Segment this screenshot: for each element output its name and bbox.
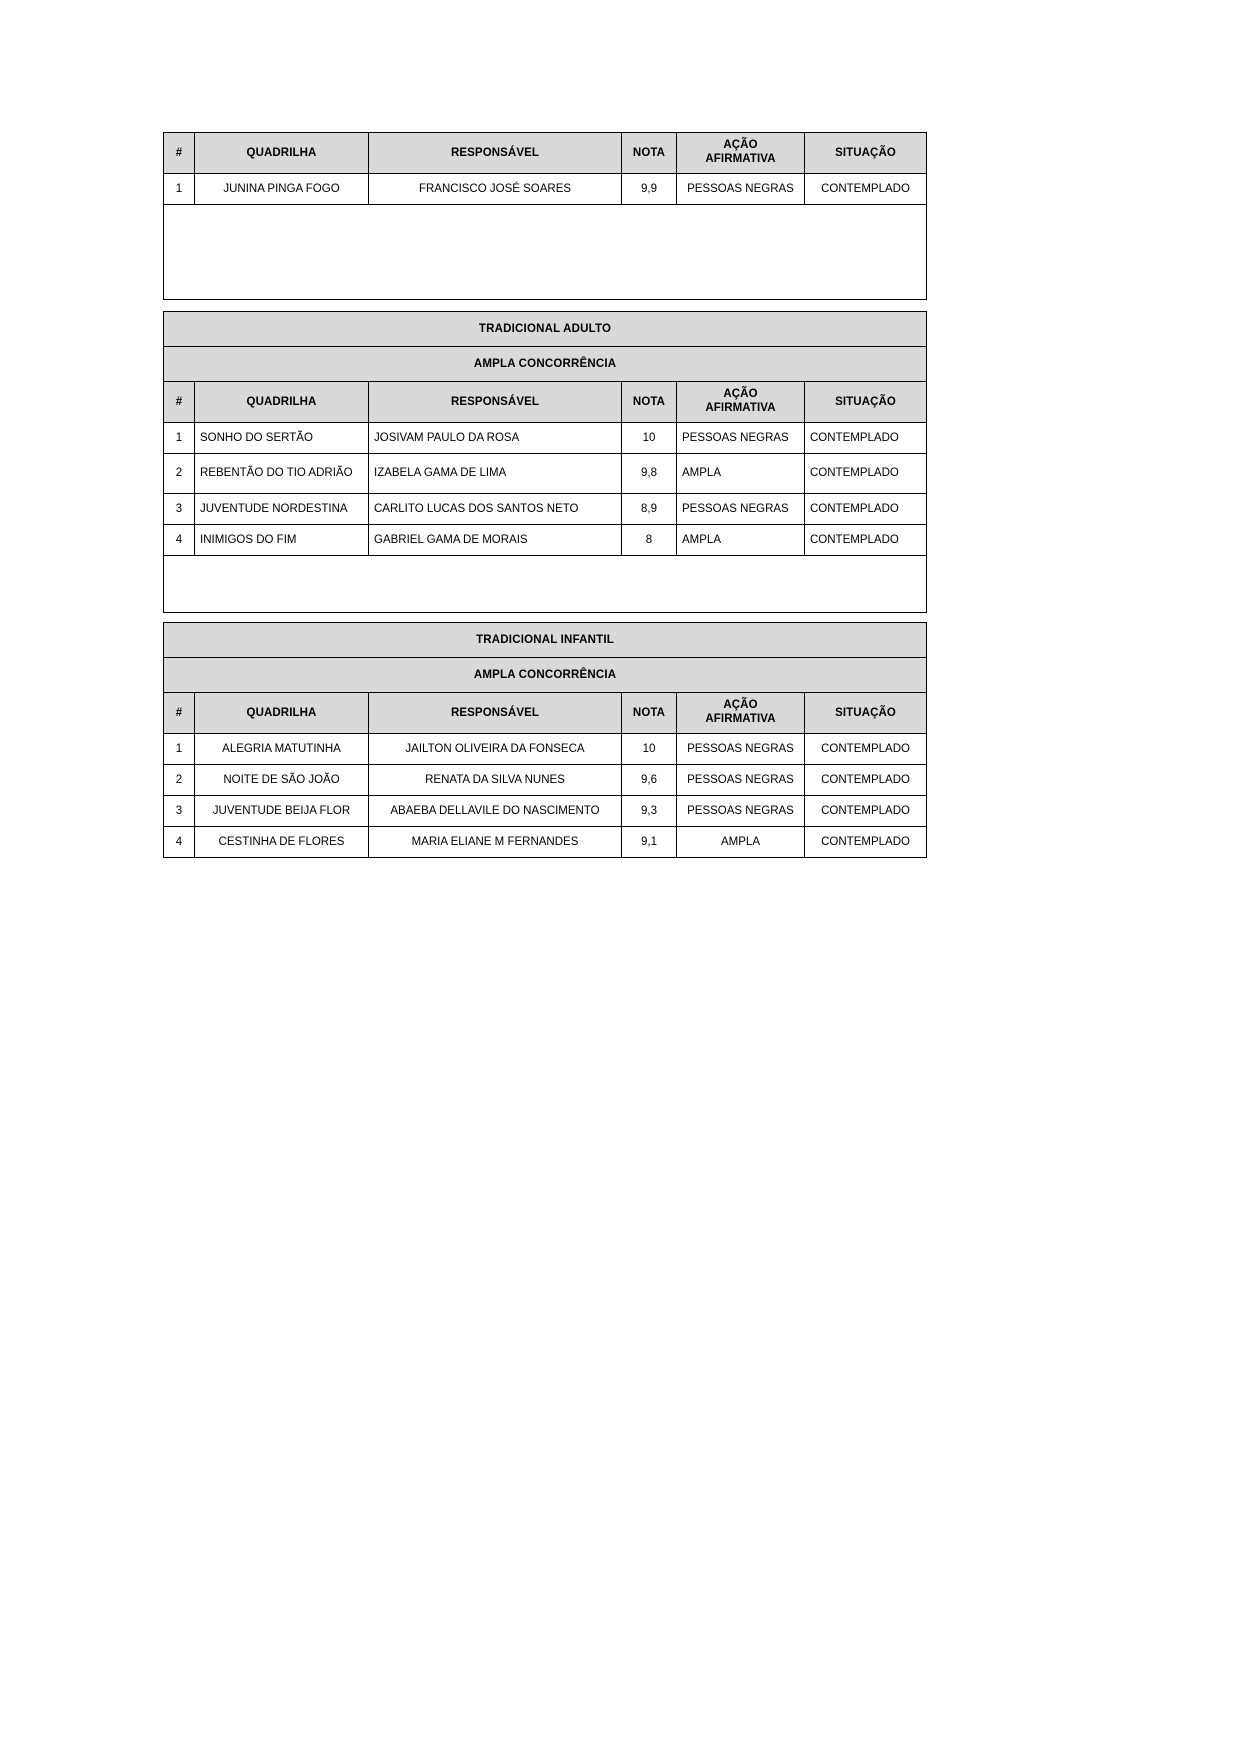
table-row (164, 796, 927, 827)
table-row (164, 827, 927, 858)
column-header-quadrilha: QUADRILHA (195, 133, 369, 174)
cell-num: 4 (164, 827, 195, 858)
cell-acao: AMPLA (677, 454, 805, 494)
band-title-tradicional-adulto: TRADICIONAL ADULTO (164, 312, 927, 347)
cell-situacao: CONTEMPLADO (805, 765, 927, 796)
cell-nota: 10 (622, 734, 677, 765)
cell-quadrilha: REBENTÃO DO TIO ADRIÃO (195, 454, 369, 494)
cell-quadrilha: JUVENTUDE NORDESTINA (195, 494, 369, 525)
cell-num: 4 (164, 525, 195, 556)
document-content (163, 132, 918, 858)
table-row (164, 494, 927, 525)
cell-nota: 9,1 (622, 827, 677, 858)
cell-quadrilha: JUVENTUDE BEIJA FLOR (195, 796, 369, 827)
table-row (164, 423, 927, 454)
cell-responsavel: MARIA ELIANE M FERNANDES (369, 827, 622, 858)
column-header-nota: NOTA (622, 133, 677, 174)
cell-quadrilha: SONHO DO SERTÃO (195, 423, 369, 454)
table-tradicional-infantil (163, 622, 927, 858)
column-header-responsavel: RESPONSÁVEL (369, 133, 622, 174)
column-header-num: # (164, 693, 195, 734)
column-header-nota: NOTA (622, 693, 677, 734)
empty-block-cell (164, 205, 927, 300)
table-header-row (164, 693, 927, 734)
cell-quadrilha: INIMIGOS DO FIM (195, 525, 369, 556)
cell-responsavel: GABRIEL GAMA DE MORAIS (369, 525, 622, 556)
cell-num: 2 (164, 765, 195, 796)
cell-acao: AMPLA (677, 827, 805, 858)
section-gap-2 (163, 613, 918, 622)
column-header-num: # (164, 382, 195, 423)
cell-responsavel: IZABELA GAMA DE LIMA (369, 454, 622, 494)
cell-responsavel: ABAEBA DELLAVILE DO NASCIMENTO (369, 796, 622, 827)
cell-acao: PESSOAS NEGRAS (677, 494, 805, 525)
column-header-acao-afirmativa (677, 382, 805, 423)
column-header-acao-afirmativa (677, 133, 805, 174)
cell-situacao: CONTEMPLADO (805, 454, 927, 494)
column-header-quadrilha: QUADRILHA (195, 693, 369, 734)
cell-nota: 9,9 (622, 174, 677, 205)
cell-nota: 10 (622, 423, 677, 454)
column-header-responsavel: RESPONSÁVEL (369, 382, 622, 423)
cell-nota: 9,6 (622, 765, 677, 796)
column-header-acao-afirmativa (677, 693, 805, 734)
cell-acao: PESSOAS NEGRAS (677, 423, 805, 454)
cell-num: 3 (164, 796, 195, 827)
cell-responsavel: JOSIVAM PAULO DA ROSA (369, 423, 622, 454)
cell-quadrilha: NOITE DE SÃO JOÃO (195, 765, 369, 796)
section-gap-1 (163, 300, 918, 311)
cell-quadrilha: JUNINA PINGA FOGO (195, 174, 369, 205)
band-subtitle-ampla-concorrencia: AMPLA CONCORRÊNCIA (164, 347, 927, 382)
cell-num: 1 (164, 174, 195, 205)
table-row (164, 174, 927, 205)
cell-acao: AMPLA (677, 525, 805, 556)
cell-responsavel: JAILTON OLIVEIRA DA FONSECA (369, 734, 622, 765)
empty-block-row (164, 556, 927, 613)
acao-line2: AFIRMATIVA (705, 713, 776, 725)
band-subtitle-ampla-concorrencia: AMPLA CONCORRÊNCIA (164, 658, 927, 693)
cell-responsavel: CARLITO LUCAS DOS SANTOS NETO (369, 494, 622, 525)
empty-block-cell (164, 556, 927, 613)
cell-nota: 9,8 (622, 454, 677, 494)
cell-situacao: CONTEMPLADO (805, 796, 927, 827)
band-category-title (164, 623, 927, 658)
cell-quadrilha: ALEGRIA MATUTINHA (195, 734, 369, 765)
cell-situacao: CONTEMPLADO (805, 423, 927, 454)
cell-nota: 8 (622, 525, 677, 556)
cell-acao: PESSOAS NEGRAS (677, 174, 805, 205)
table-row (164, 525, 927, 556)
empty-block-row (164, 205, 927, 300)
table-header-row (164, 382, 927, 423)
cell-situacao: CONTEMPLADO (805, 525, 927, 556)
table-header-row (164, 133, 927, 174)
acao-line1: AÇÃO (723, 139, 758, 152)
acao-line2: AFIRMATIVA (705, 402, 776, 414)
band-subcategory-title (164, 658, 927, 693)
band-category-title (164, 312, 927, 347)
table-row (164, 734, 927, 765)
column-header-situacao: SITUAÇÃO (805, 133, 927, 174)
cell-situacao: CONTEMPLADO (805, 494, 927, 525)
column-header-situacao: SITUAÇÃO (805, 693, 927, 734)
column-header-num: # (164, 133, 195, 174)
column-header-situacao: SITUAÇÃO (805, 382, 927, 423)
table-row (164, 765, 927, 796)
cell-nota: 9,3 (622, 796, 677, 827)
cell-responsavel: FRANCISCO JOSÉ SOARES (369, 174, 622, 205)
table-tradicional-adulto (163, 311, 927, 613)
column-header-nota: NOTA (622, 382, 677, 423)
cell-num: 3 (164, 494, 195, 525)
cell-acao: PESSOAS NEGRAS (677, 734, 805, 765)
column-header-responsavel: RESPONSÁVEL (369, 693, 622, 734)
cell-situacao: CONTEMPLADO (805, 174, 927, 205)
cell-acao: PESSOAS NEGRAS (677, 765, 805, 796)
cell-situacao: CONTEMPLADO (805, 734, 927, 765)
column-header-quadrilha: QUADRILHA (195, 382, 369, 423)
acao-line2: AFIRMATIVA (705, 153, 776, 165)
cell-num: 1 (164, 734, 195, 765)
cell-situacao: CONTEMPLADO (805, 827, 927, 858)
acao-line1: AÇÃO (723, 699, 758, 712)
cell-quadrilha: CESTINHA DE FLORES (195, 827, 369, 858)
table-row (164, 454, 927, 494)
cell-num: 1 (164, 423, 195, 454)
cell-acao: PESSOAS NEGRAS (677, 796, 805, 827)
cell-num: 2 (164, 454, 195, 494)
acao-line1: AÇÃO (723, 388, 758, 401)
table-top-continued (163, 132, 927, 300)
band-subcategory-title (164, 347, 927, 382)
band-title-tradicional-infantil: TRADICIONAL INFANTIL (164, 623, 927, 658)
cell-nota: 8,9 (622, 494, 677, 525)
cell-responsavel: RENATA DA SILVA NUNES (369, 765, 622, 796)
